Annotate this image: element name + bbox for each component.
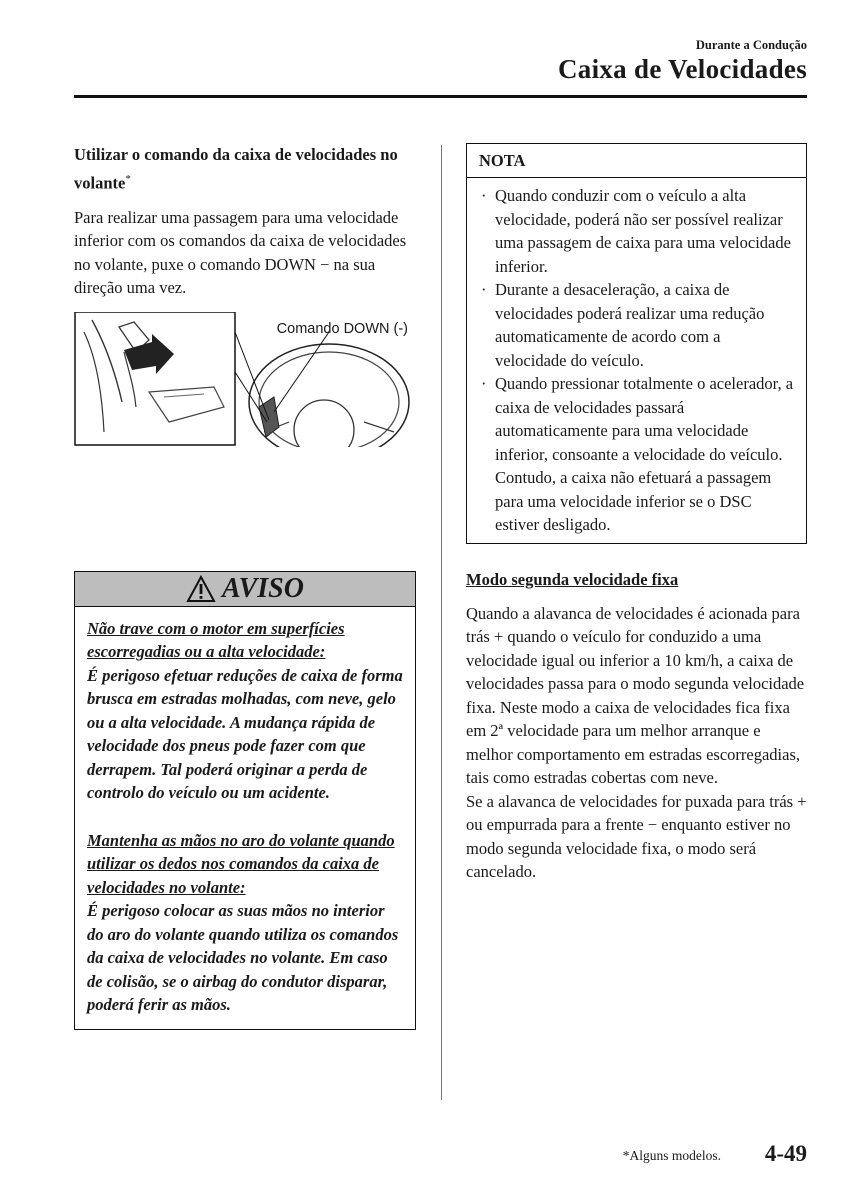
page-title: Caixa de Velocidades xyxy=(557,54,807,84)
section-label: Durante a Condução xyxy=(695,38,807,52)
warning-header xyxy=(75,572,415,607)
mode-paragraph: Quando a alavanca de velocidades é acionada para trás + quando o veículo for conduzido a uma velocidade igual ou inferior a 10 km/h, a caixa de velocidades passa para o modo segunda velocidade fixa. Neste modo a caixa de velocidades fica fixa em 2ª velocidade para um melhor arranque e melhor comportamento em estradas escorregadias, tais como estradas cobertas com neve. xyxy=(466,603,805,787)
right-column xyxy=(466,143,807,884)
note-list xyxy=(467,178,806,543)
section-subheading xyxy=(74,143,416,196)
footnote-mark: * xyxy=(125,173,131,185)
warning-item xyxy=(87,617,403,805)
warning-text: É perigoso colocar as suas mãos no interior do aro do volante quando utiliza os comandos da caixa de velocidades no volante. Em caso de colisão, se o airbag do condutor disparar, poderá ferir as mãos. xyxy=(87,901,399,1014)
note-item: · Quando pressionar totalmente o acelerador, a caixa de velocidades passará automaticamente para uma velocidade inferior, consoante a velocidade do veículo. Contudo, a caixa não efetuará a passagem para uma velocidade inferior se o DSC estiver desligado. xyxy=(481,372,794,537)
mode-cancel-paragraph: Se a alavanca de velocidades for puxada para trás + ou empurrada para a frente − enquanto estiver no modo segunda velocidade fixa, o modo será cancelado. xyxy=(466,791,807,881)
left-column xyxy=(74,143,416,1030)
warning-heading: Não trave com o motor em superfícies escorregadias ou a alta velocidade: xyxy=(87,618,345,661)
warning-triangle-icon xyxy=(186,575,216,603)
steering-wheel-illustration xyxy=(74,312,414,447)
page-number: 4-49 xyxy=(764,1141,807,1166)
column-divider xyxy=(441,145,442,1100)
note-item: · Durante a desaceleração, a caixa de velocidades poderá realizar uma redução automaticamente de acordo com a velocidade do veículo. xyxy=(481,278,794,372)
note-item: · Quando conduzir com o veículo a alta velocidade, poderá não ser possível realizar uma passagem de caixa para uma velocidade inferior. xyxy=(481,184,794,278)
warning-text: É perigoso efetuar reduções de caixa de forma brusca em estradas molhadas, com neve, gelo ou a alta velocidade. A mudança rápida de velocidade dos pneus pode fazer com que derrapem. Tal poderá originar a perda de controlo do veículo ou um acidente. xyxy=(87,665,403,802)
header-rule xyxy=(74,95,807,98)
warning-heading: Mantenha as mãos no aro do volante quando utilizar os dedos nos comandos da caixa de velocidades no volante: xyxy=(87,830,395,897)
warning-box xyxy=(74,571,416,1030)
note-title: NOTA xyxy=(467,144,806,178)
mode-subheading: Modo segunda velocidade fixa xyxy=(466,569,679,589)
note-box xyxy=(466,143,807,544)
warning-title: AVISO xyxy=(222,572,304,604)
subheading-text: Utilizar o comando da caixa de velocidades no volante xyxy=(74,145,398,193)
footnote: *Alguns modelos. xyxy=(622,1148,721,1163)
warning-item xyxy=(87,829,403,1017)
instruction-paragraph: Para realizar uma passagem para uma velocidade inferior com os comandos da caixa de velocidades no volante, puxe o comando DOWN − na sua direção uma vez. xyxy=(74,207,407,297)
figure-callout-label: Comando DOWN (-) xyxy=(276,320,408,337)
